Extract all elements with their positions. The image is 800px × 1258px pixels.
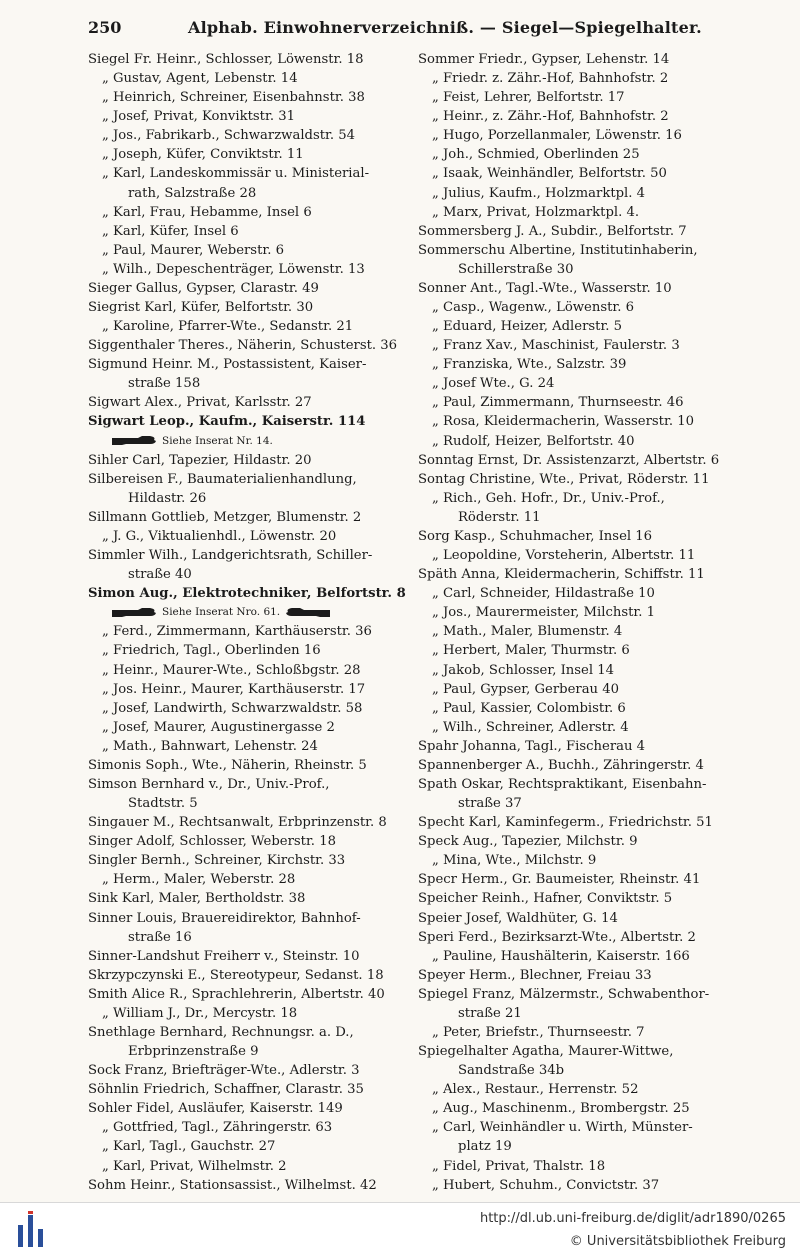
entry-text: Sigwart Alex., Privat, Karlsstr. 27 [88,395,312,411]
entry-text: „ Jos., Maurermeister, Milchstr. 1 [432,605,656,621]
directory-entry [418,832,736,851]
directory-entry [418,851,736,870]
directory-entry [418,88,736,107]
directory-entry [88,393,406,412]
entry-text: „ Eduard, Heizer, Adlerstr. 5 [432,319,623,335]
directory-entry [418,928,736,947]
entry-text: „ Leopoldine, Vorsteherin, Albertstr. 11 [432,548,696,564]
entry-text: Speri Ferd., Bezirksarzt-Wte., Albertstr. 2 [418,929,696,945]
entry-text: Sohler Fidel, Ausläufer, Kaiserstr. 149 [88,1101,343,1117]
directory-entry [88,813,406,832]
entry-text: „ Josef Wte., G. 24 [432,376,555,392]
directory-entry [88,1061,406,1080]
entry-text: „ Heinrich, Schreiner, Eisenbahnstr. 38 [102,90,365,106]
directory-entry [418,603,736,622]
entry-text: „ Math., Maler, Blumenstr. 4 [432,624,623,640]
entry-text: Söhnlin Friedrich, Schaffner, Clarastr. 35 [88,1082,364,1098]
entry-text: Schillerstraße 30 [458,261,574,277]
directory-entry [88,661,406,680]
pointing-hand-icon [112,436,156,445]
directory-entry [418,985,736,1004]
entry-text: Spiegel Franz, Mälzermstr., Schwabenthor- [418,986,710,1002]
directory-entry [418,966,736,985]
directory-entry [418,50,736,69]
directory-entry [418,260,736,279]
directory-entry [88,718,406,737]
copyright-notice: © Universitätsbibliothek Freiburg [569,1234,786,1249]
entry-text: „ William J., Dr., Mercystr. 18 [102,1005,298,1021]
directory-entry [418,393,736,412]
entry-text: Snethlage Bernhard, Rechnungsr. a. D., [88,1024,354,1040]
directory-entry [418,222,736,241]
directory-entry [88,298,406,317]
entry-text: Sandstraße 34b [458,1063,565,1079]
entry-text: Siggenthaler Theres., Näherin, Schusterst. 36 [88,338,398,354]
entry-text: „ Hubert, Schuhm., Convictstr. 37 [432,1177,660,1193]
directory-entry [418,889,736,908]
directory-entry [88,50,406,69]
directory-entry [88,737,406,756]
entry-text: „ Peter, Briefstr., Thurnseestr. 7 [432,1024,645,1040]
directory-entry [88,756,406,775]
entry-text: Sohm Heinr., Stationsassist., Wilhelmst. 42 [88,1177,377,1193]
entry-text: „ Paul, Maurer, Weberstr. 6 [102,242,284,258]
directory-entry [88,241,406,260]
directory-entry [88,374,406,393]
entry-text: „ Karl, Landeskommissär u. Ministerial- [102,166,370,182]
directory-entry [88,184,406,203]
left-column [88,50,406,1195]
directory-entry [418,699,736,718]
entry-text: „ Paul, Zimmermann, Thurnseestr. 46 [432,395,684,411]
entry-text: platz 19 [458,1139,512,1155]
entry-text: „ Franz Xav., Maschinist, Faulerstr. 3 [432,338,680,354]
entry-text: Röderstr. 11 [458,509,541,525]
entry-text: „ Heinr., z. Zähr.-Hof, Bahnhofstr. 2 [432,109,669,125]
entry-text: Specr Herm., Gr. Baumeister, Rheinstr. 41 [418,872,701,888]
directory-entry [418,737,736,756]
directory-entry [88,851,406,870]
page-header [88,18,718,44]
directory-entry [418,1157,736,1176]
entry-text: „ Feist, Lehrer, Belfortstr. 17 [432,90,625,106]
entry-text: „ Josef, Landwirth, Schwarzwaldstr. 58 [102,700,363,716]
entry-text: rath, Salzstraße 28 [128,185,257,201]
directory-entry [88,546,406,565]
entry-text: Smith Alice R., Sprachlehrerin, Albertstr. 40 [88,986,385,1002]
entry-text: Sock Franz, Briefträger-Wte., Adlerstr. 3 [88,1063,360,1079]
directory-entry [88,909,406,928]
entry-text: Speck Aug., Tapezier, Milchstr. 9 [418,834,638,850]
entry-text: Silbereisen F., Baumaterialienhandlung, [88,471,357,487]
directory-entry [418,661,736,680]
pointing-hand-icon [112,608,156,617]
entry-text: „ Franziska, Wte., Salzstr. 39 [432,357,627,373]
directory-entry [418,1080,736,1099]
entry-text: „ Karl, Frau, Hebamme, Insel 6 [102,204,312,220]
pointing-hand-icon [286,608,330,617]
viewer-footer [0,1202,800,1258]
entry-text: „ Jos., Fabrikarb., Schwarzwaldstr. 54 [102,128,356,144]
directory-entry [88,1080,406,1099]
entry-text: „ Wilh., Schreiner, Adlerstr. 4 [432,719,629,735]
directory-entry [88,889,406,908]
directory-entry [418,870,736,889]
directory-entry [418,813,736,832]
entry-text: „ Hugo, Porzellanmaler, Löwenstr. 16 [432,128,682,144]
entry-text: „ Jos. Heinr., Maurer, Karthäuserstr. 17 [102,681,366,697]
entry-text: „ Isaak, Weinhändler, Belfortstr. 50 [432,166,667,182]
directory-entry [88,451,406,470]
entry-text: straße 158 [128,376,201,392]
directory-entry [418,184,736,203]
directory-entry [88,470,406,489]
directory-entry [418,336,736,355]
directory-entry [88,1004,406,1023]
directory-entry [418,508,736,527]
entry-text: „ Karl, Küfer, Insel 6 [102,223,239,239]
entry-text: „ Friedr. z. Zähr.-Hof, Bahnhofstr. 2 [432,71,669,87]
entry-text: „ Wilh., Depeschenträger, Löwenstr. 13 [102,261,365,277]
entry-text: Sieger Gallus, Gypser, Clarastr. 49 [88,280,319,296]
directory-entry [88,260,406,279]
directory-entry [418,775,736,794]
directory-entry [88,1118,406,1137]
entry-text: Sillmann Gottlieb, Metzger, Blumenstr. 2 [88,509,362,525]
directory-entry [88,1176,406,1195]
directory-entry [88,584,406,603]
directory-entry [418,374,736,393]
entry-text: „ Josef, Privat, Konviktstr. 31 [102,109,295,125]
entry-text: „ Casp., Wagenw., Löwenstr. 6 [432,300,635,316]
entry-text: „ Gustav, Agent, Lebenstr. 14 [102,71,298,87]
directory-entry [418,641,736,660]
directory-entry [418,203,736,222]
entry-text: Sommersberg J. A., Subdir., Belfortstr. 7 [418,223,687,239]
entry-text: „ Pauline, Haushälterin, Kaiserstr. 166 [432,948,690,964]
directory-entry [418,317,736,336]
directory-entry [418,565,736,584]
directory-entry [88,203,406,222]
entry-text: „ Friedrich, Tagl., Oberlinden 16 [102,643,321,659]
right-column [418,50,736,1195]
entry-text: straße 40 [128,567,192,583]
entry-text: Erbprinzenstraße 9 [128,1044,259,1060]
entry-text: „ Math., Bahnwart, Lehenstr. 24 [102,738,318,754]
entry-text: Speyer Herm., Blechner, Freiau 33 [418,967,652,983]
directory-entry [418,1118,736,1137]
entry-text: Singer Adolf, Schlosser, Weberstr. 18 [88,834,336,850]
entry-text: Späth Anna, Kleidermacherin, Schiffstr. 11 [418,567,705,583]
directory-entry [88,336,406,355]
entry-text: „ Karoline, Pfarrer-Wte., Sedanstr. 21 [102,319,354,335]
directory-entry [88,775,406,794]
directory-entry [88,947,406,966]
entry-text: „ Karl, Privat, Wilhelmstr. 2 [102,1158,287,1174]
directory-entry [418,355,736,374]
entry-text: „ Rich., Geh. Hofr., Dr., Univ.-Prof., [432,490,665,506]
entry-text: Sommer Friedr., Gypser, Lehenstr. 14 [418,52,670,67]
directory-entry [88,680,406,699]
directory-entry [418,584,736,603]
directory-entry [88,489,406,508]
directory-entry [88,1042,406,1061]
directory-entry [88,1157,406,1176]
page-number: 250 [88,18,122,37]
entry-text: Skrzypczynski E., Stereotypeur, Sedanst. 18 [88,967,384,983]
entry-text: Simson Bernhard v., Dr., Univ.-Prof., [88,776,330,792]
directory-entry [418,298,736,317]
entry-text: „ Carl, Schneider, Hildastraße 10 [432,586,655,602]
directory-entry [418,69,736,88]
directory-entry [88,317,406,336]
directory-entry [418,1023,736,1042]
directory-entry [88,508,406,527]
entry-text: „ Rudolf, Heizer, Belfortstr. 40 [432,433,635,449]
entry-text: straße 37 [458,796,522,812]
entry-text: „ Josef, Maurer, Augustinergasse 2 [102,719,335,735]
entry-text: Spannenberger A., Buchh., Zähringerstr. 4 [418,757,704,773]
ub-freiburg-logo-icon [16,1211,46,1251]
directory-entry [418,1061,736,1080]
directory-entry [88,1099,406,1118]
entry-text: Speier Josef, Waldhüter, G. 14 [418,910,618,926]
entry-text: Sonntag Ernst, Dr. Assistenzarzt, Albertstr. 6 [418,452,720,468]
entry-text: „ Heinr., Maurer-Wte., Schloßbgstr. 28 [102,662,361,678]
directory-entry [88,641,406,660]
directory-entry [88,699,406,718]
entry-text: „ Herbert, Maler, Thurmstr. 6 [432,643,630,659]
directory-entry [418,527,736,546]
directory-entry [418,794,736,813]
entry-text: Siehe Inserat Nro. 61. [162,606,281,619]
directory-entry [88,1137,406,1156]
entry-text: Stadtstr. 5 [128,796,198,812]
entry-text: Speicher Reinh., Hafner, Conviktstr. 5 [418,891,673,907]
entry-text: „ J. G., Viktualienhdl., Löwenstr. 20 [102,528,337,544]
directory-entry [88,432,406,451]
entry-text: Simon Aug., Elektrotechniker, Belfortstr. 8 [88,586,406,602]
entry-text: „ Aug., Maschinenm., Brombergstr. 25 [432,1101,690,1117]
entry-text: „ Marx, Privat, Holzmarktpl. 4. [432,204,640,220]
directory-entry [88,222,406,241]
directory-entry [88,69,406,88]
directory-entry [88,88,406,107]
directory-entry [418,947,736,966]
directory-entry [88,107,406,126]
directory-entry [418,718,736,737]
entry-text: „ Mina, Wte., Milchstr. 9 [432,853,597,869]
entry-text: „ Herm., Maler, Weberstr. 28 [102,872,296,888]
entry-text: „ Paul, Kassier, Colombistr. 6 [432,700,626,716]
directory-entry [418,680,736,699]
directory-entry [418,909,736,928]
entry-text: Spahr Johanna, Tagl., Fischerau 4 [418,738,646,754]
entry-text: Sommerschu Albertine, Institutinhaberin, [418,242,698,258]
directory-entry [418,1099,736,1118]
entry-text: Singler Bernh., Schreiner, Kirchstr. 33 [88,853,346,869]
directory-entry [418,164,736,183]
directory-entry [418,432,736,451]
directory-entry [418,1137,736,1156]
directory-entry [88,412,406,431]
entry-text: Sinner-Landshut Freiherr v., Steinstr. 10 [88,948,360,964]
directory-entry [418,470,736,489]
entry-text: „ Gottfried, Tagl., Zähringerstr. 63 [102,1120,333,1136]
entry-text: Hildastr. 26 [128,490,207,506]
directory-entry [88,870,406,889]
directory-entry [418,412,736,431]
entry-text: Simmler Wilh., Landgerichtsrath, Schiller- [88,548,373,564]
directory-entry [88,279,406,298]
directory-entry [88,565,406,584]
directory-entry [418,546,736,565]
entry-text: „ Paul, Gypser, Gerberau 40 [432,681,620,697]
entry-text: Sonner Ant., Tagl.-Wte., Wasserstr. 10 [418,280,672,296]
directory-entry [88,985,406,1004]
entry-text: Sorg Kasp., Schuhmacher, Insel 16 [418,528,653,544]
entry-text: „ Jakob, Schlosser, Insel 14 [432,662,615,678]
entry-text: straße 16 [128,929,192,945]
entry-text: Sigmund Heinr. M., Postassistent, Kaiser- [88,357,367,373]
directory-entry [418,1004,736,1023]
directory-entry [88,832,406,851]
directory-entry [418,451,736,470]
entry-text: „ Karl, Tagl., Gauchstr. 27 [102,1139,276,1155]
directory-entry [88,164,406,183]
directory-entry [88,126,406,145]
directory-entry [418,126,736,145]
entry-text: „ Carl, Weinhändler u. Wirth, Münster- [432,1120,693,1136]
entry-text: „ Alex., Restaur., Herrenstr. 52 [432,1082,639,1098]
entry-text: „ Julius, Kaufm., Holzmarktpl. 4 [432,185,646,201]
directory-entry [88,966,406,985]
entry-text: Specht Karl, Kaminfegerm., Friedrichstr. 51 [418,815,713,831]
directory-entry [88,603,406,622]
entry-text: Siegel Fr. Heinr., Schlosser, Löwenstr. 18 [88,52,364,67]
directory-entry [418,145,736,164]
directory-entry [418,756,736,775]
entry-text: straße 21 [458,1005,522,1021]
directory-entry [418,279,736,298]
directory-entry [88,355,406,374]
entry-text: „ Rosa, Kleidermacherin, Wasserstr. 10 [432,414,694,430]
entry-text: Singauer M., Rechtsanwalt, Erbprinzenstr. 8 [88,815,387,831]
entry-text: „ Fidel, Privat, Thalstr. 18 [432,1158,606,1174]
entry-text: Sinner Louis, Brauereidirektor, Bahnhof- [88,910,361,926]
directory-entry [88,145,406,164]
directory-entry [418,1176,736,1195]
directory-entry [418,241,736,260]
entry-text: Sigwart Leop., Kaufm., Kaiserstr. 114 [88,414,366,430]
entry-text: Siegrist Karl, Küfer, Belfortstr. 30 [88,300,314,316]
directory-entry [418,489,736,508]
directory-entry [418,107,736,126]
directory-entry [418,1042,736,1061]
entry-text: Sihler Carl, Tapezier, Hildastr. 20 [88,452,312,468]
entry-text: Sink Karl, Maler, Bertholdstr. 38 [88,891,306,907]
entry-text: Spath Oskar, Rechtspraktikant, Eisenbahn- [418,776,707,792]
entry-text: Sontag Christine, Wte., Privat, Röderstr. 11 [418,471,710,487]
entry-text: Siehe Inserat Nr. 14. [162,434,273,447]
entry-text: „ Joh., Schmied, Oberlinden 25 [432,147,640,163]
directory-entry [88,928,406,947]
entry-text: „ Joseph, Küfer, Conviktstr. 11 [102,147,304,163]
source-url-link[interactable]: http://dl.ub.uni-freiburg.de/diglit/adr1890/0265 [479,1211,786,1226]
directory-entry [88,527,406,546]
directory-entry [418,622,736,641]
entry-text: Simonis Soph., Wte., Näherin, Rheinstr. 5 [88,757,367,773]
directory-entry [88,1023,406,1042]
directory-entry [88,622,406,641]
entry-text: Spiegelhalter Agatha, Maurer-Wittwe, [418,1044,674,1060]
entry-text: „ Ferd., Zimmermann, Karthäuserstr. 36 [102,624,372,640]
directory-entry [88,794,406,813]
running-title: Alphab. Einwohnerverzeichniß. — Siegel—Spiegelhalter. [188,18,702,37]
